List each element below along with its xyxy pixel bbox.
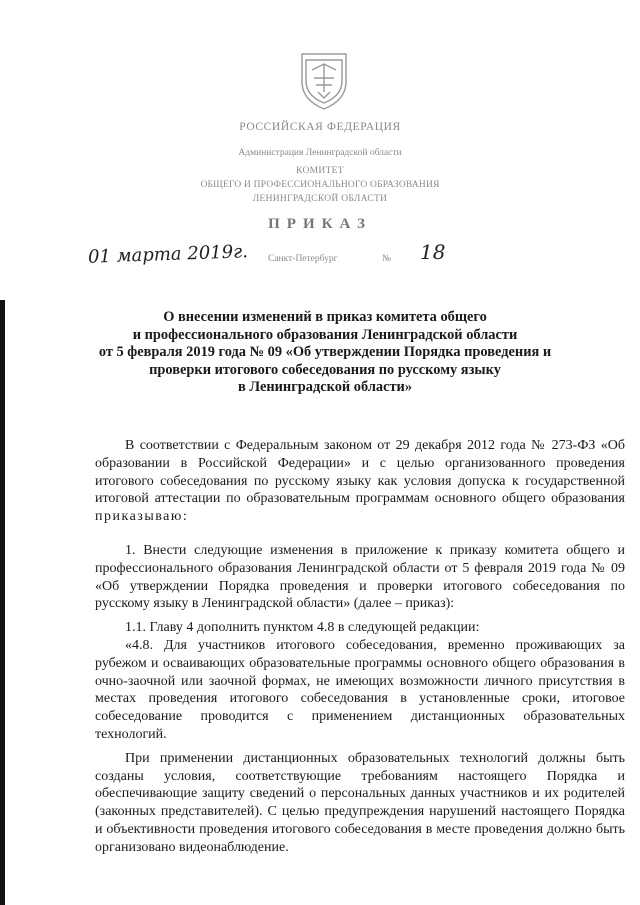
handwritten-number: 18 — [420, 240, 446, 264]
conditions-paragraph: При применении дистанционных образовательных технологий должны быть созданы условия, соответствующие требованиям настоящего Порядка и обеспечивающие защиту сведений о персональных данных участников и их родителей (законных представителей). С целью предупреждения нарушений настоящего Порядка и объективности проведения итогового собеседования в месте проведения должно быть организовано видеонаблюдение. — [95, 750, 625, 855]
item-1-paragraph: 1. Внести следующие изменения в приложение к приказу комитета общего и профессионального образования Ленинградской области от 5 февраля 2019 года № 09 «Об утверждении Порядка проведения и проверки итогового собеседования по русскому языку в Ленинградской области» (далее – приказ): — [95, 542, 625, 612]
title-line: в Ленинградской области» — [237, 379, 413, 395]
order-word: приказываю: — [95, 509, 189, 525]
document-body — [95, 437, 625, 857]
point-4-8-paragraph: «4.8. Для участников итогового собеседования, временно проживающих за рубежом и осваивающих образовательные программы основного общего образования в очно-заочной или заочной формах, не имеющих возможности личного присутствия в местах проведения итогового собеседования в установленные сроки, итоговое собеседование проводится с применением дистанционных образовательных технологий. — [95, 637, 625, 742]
title-line: от 5 февраля 2019 года № 09 «Об утверждении Порядка проведения и — [98, 344, 552, 360]
header-administration: Администрация Ленинградской области — [238, 148, 402, 158]
coat-of-arms-emblem-icon — [292, 48, 356, 112]
header-committee-line3: ЛЕНИНГРАДСКОЙ ОБЛАСТИ — [252, 194, 388, 204]
document-title — [80, 309, 570, 397]
number-label: № — [382, 254, 392, 264]
item-1-1-paragraph: 1.1. Главу 4 дополнить пунктом 4.8 в следующей редакции: — [125, 620, 480, 636]
preamble-paragraph — [95, 437, 625, 526]
title-line: О внесении изменений в приказ комитета общего — [163, 309, 487, 325]
city-label: Санкт-Петербург — [268, 254, 338, 264]
preamble-text: В соответствии с Федеральным законом от 29 декабря 2012 года № 273-ФЗ «Об образовании в Российской Федерации» и с целью организованного проведения итогового собеседования по русскому языку как условия допуска к государственной итоговой аттестации по образовательным программам основного общего образования — [95, 438, 625, 507]
handwritten-date: 01 марта 2019г. — [87, 241, 249, 268]
title-line: и профессионального образования Ленинградской области — [132, 326, 518, 343]
header-doc-type: ПРИКАЗ — [268, 216, 372, 232]
header-committee-line2: ОБЩЕГО И ПРОФЕССИОНАЛЬНОГО ОБРАЗОВАНИЯ — [200, 180, 440, 190]
header-committee-line1: КОМИТЕТ — [296, 166, 344, 176]
header-country: РОССИЙСКАЯ ФЕДЕРАЦИЯ — [239, 121, 401, 133]
scan-edge-shadow — [0, 300, 5, 905]
title-line: проверки итогового собеседования по русскому языку — [149, 361, 501, 378]
